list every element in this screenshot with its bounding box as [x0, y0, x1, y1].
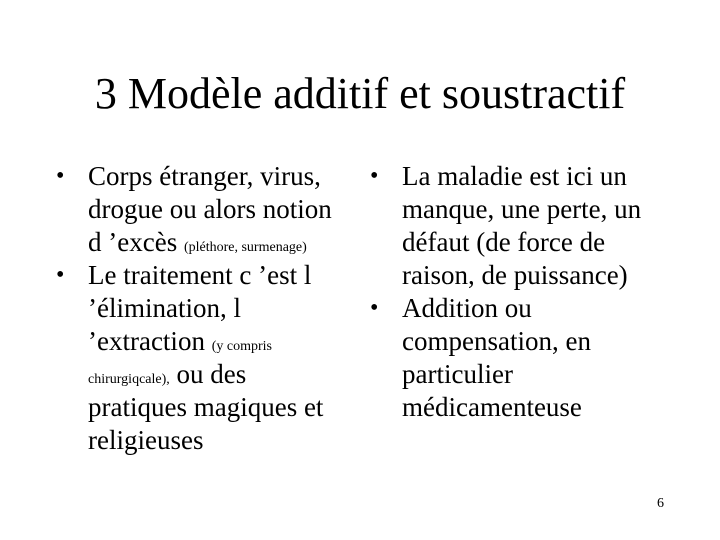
- bullet-icon: •: [370, 295, 379, 321]
- right-bullet-2: [368, 292, 668, 424]
- slide-number: 6: [657, 496, 664, 511]
- left-bullet-2-note: (y compris chirurgiqcale),: [88, 339, 272, 387]
- right-bullet-1-text: La maladie est ici un manque, une perte, un défaut (de force de raison, de puissance): [402, 161, 642, 290]
- left-bullet-1-note: (pléthore, surmenage): [183, 240, 307, 255]
- left-bullet-2-text-b: ou des pratiques magiques et religieuses: [88, 359, 324, 455]
- left-bullet-2-text-a: Le traitement c ’est l ’élimination, l ’extraction: [88, 260, 312, 356]
- right-bullet-list: [368, 160, 668, 424]
- right-bullet-2-text: Addition ou compensation, en particulier médicamenteuse: [402, 293, 591, 422]
- bullet-icon: •: [56, 163, 65, 189]
- left-bullet-2: [54, 259, 344, 457]
- right-bullet-1: [368, 160, 668, 292]
- bullet-icon: •: [370, 163, 379, 189]
- left-bullet-1: [54, 160, 344, 259]
- left-bullet-list: [54, 160, 344, 457]
- bullet-icon: •: [56, 262, 65, 288]
- slide-title: 3 Modèle additif et soustractif: [94, 69, 626, 118]
- left-bullet-1-text: Corps étranger, virus, drogue ou alors notion d ’excès: [88, 161, 332, 257]
